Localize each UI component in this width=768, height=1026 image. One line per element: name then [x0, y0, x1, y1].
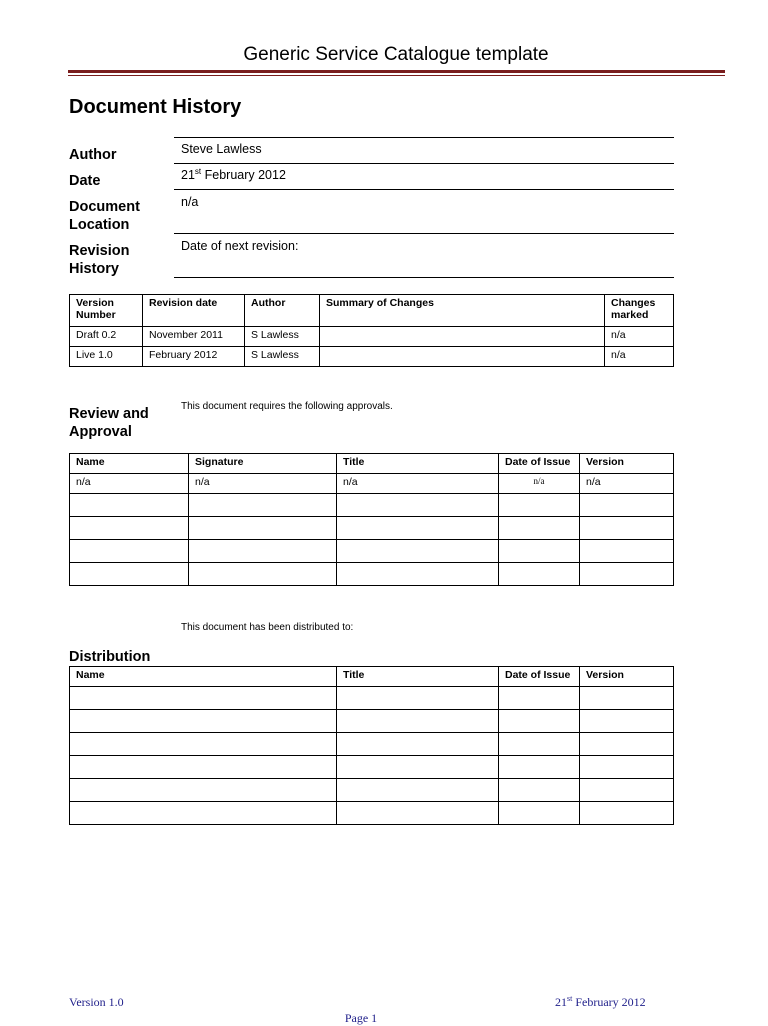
table-cell: n/a — [70, 474, 189, 494]
table-cell — [320, 347, 605, 367]
distribution-table — [69, 666, 674, 825]
location-value: n/a — [181, 195, 199, 209]
table-row — [70, 779, 674, 802]
field-divider — [174, 163, 674, 164]
revision-label: Revision History — [69, 243, 130, 277]
table-row — [70, 474, 674, 494]
table-cell: n/a — [499, 474, 580, 494]
page-title: Document History — [69, 96, 242, 118]
footer-date: 21st February 2012 — [555, 994, 646, 1009]
column-header: Author — [245, 295, 320, 327]
table-cell: n/a — [337, 474, 499, 494]
table-cell: February 2012 — [143, 347, 245, 367]
column-header: Revision date — [143, 295, 245, 327]
approval-table — [69, 453, 674, 586]
header-title: Generic Service Catalogue template — [243, 44, 549, 65]
header-rule-thin — [68, 75, 725, 76]
table-cell: n/a — [580, 474, 674, 494]
header-rule-thick — [68, 70, 725, 73]
date-label: Date — [69, 173, 101, 189]
table-cell: November 2011 — [143, 327, 245, 347]
table-row — [70, 494, 674, 517]
table-row — [70, 540, 674, 563]
table-row — [70, 733, 674, 756]
distribution-intro: This document has been distributed to: — [181, 622, 354, 633]
location-label: Document Location — [69, 199, 140, 233]
column-header: Version Number — [70, 295, 143, 327]
table-cell: S Lawless — [245, 347, 320, 367]
footer-page-number: Page 1 — [344, 1011, 378, 1025]
table-row — [70, 802, 674, 825]
field-divider — [174, 189, 674, 190]
column-header: Version — [580, 667, 674, 687]
column-header: Date of Issue — [499, 454, 580, 474]
table-cell — [320, 327, 605, 347]
table-cell: Draft 0.2 — [70, 327, 143, 347]
review-intro: This document requires the following approvals. — [181, 401, 393, 412]
table-row — [70, 563, 674, 586]
column-header: Summary of Changes — [320, 295, 605, 327]
revision-value: Date of next revision: — [181, 239, 299, 253]
table-cell: n/a — [189, 474, 337, 494]
table-row — [70, 687, 674, 710]
footer-version: Version 1.0 — [69, 995, 124, 1009]
column-header: Changes marked — [605, 295, 674, 327]
table-row — [70, 347, 674, 367]
table-cell: Live 1.0 — [70, 347, 143, 367]
field-divider — [174, 233, 674, 234]
column-header: Name — [70, 667, 337, 687]
author-label: Author — [69, 147, 117, 163]
table-cell: n/a — [605, 327, 674, 347]
column-header: Name — [70, 454, 189, 474]
column-header: Date of Issue — [499, 667, 580, 687]
column-header: Title — [337, 667, 499, 687]
author-value: Steve Lawless — [181, 142, 262, 156]
column-header: Signature — [189, 454, 337, 474]
table-row — [70, 517, 674, 540]
revision-table — [69, 294, 674, 367]
table-cell: S Lawless — [245, 327, 320, 347]
table-row — [70, 756, 674, 779]
table-cell: n/a — [605, 347, 674, 367]
review-label: Review and Approval — [69, 406, 149, 440]
table-row — [70, 327, 674, 347]
field-divider — [174, 137, 674, 138]
column-header: Title — [337, 454, 499, 474]
column-header: Version — [580, 454, 674, 474]
distribution-label: Distribution — [69, 649, 151, 665]
table-row — [70, 710, 674, 733]
field-divider — [174, 277, 674, 278]
date-value: 21st February 2012 — [181, 166, 286, 182]
